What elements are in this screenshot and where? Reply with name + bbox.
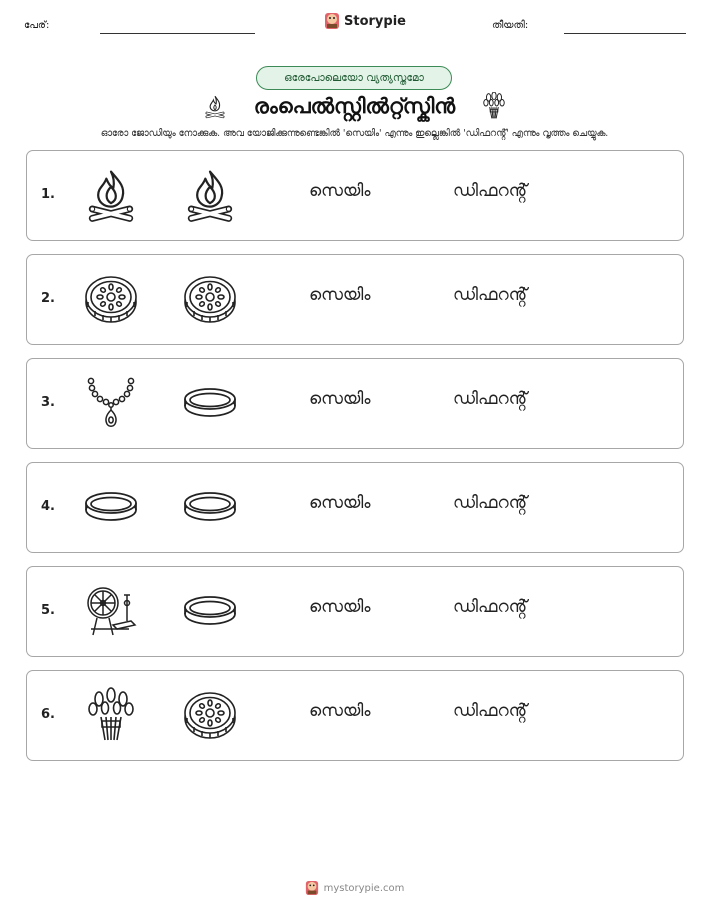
different-option[interactable]: ഡിഫറൻ്റ് — [453, 285, 528, 305]
spinning-wheel-icon — [83, 583, 139, 639]
instructions: ഓരോ ജോഡിയും നോക്കുക. അവ യോജിക്കുന്നുണ്ടെങ്കിൽ 'സെയിം' എന്നും ഇല്ലെങ്കിൽ 'ഡിഫറൻ്റ്' എന്നും വൃത്തം ചെയ്യുക. — [100, 128, 609, 139]
different-option[interactable]: ഡിഫറൻ്റ് — [453, 389, 528, 409]
coin-icon — [83, 271, 139, 327]
same-option[interactable]: സെയിം — [309, 493, 371, 513]
campfire-icon — [83, 167, 139, 223]
storypie-mascot-icon — [305, 880, 319, 896]
wheat-icon — [481, 92, 507, 120]
row-4 — [26, 462, 684, 553]
row-3 — [26, 358, 684, 449]
necklace-icon — [83, 375, 139, 431]
same-option[interactable]: സെയിം — [309, 181, 371, 201]
ring-icon — [182, 479, 238, 535]
different-option[interactable]: ഡിഫറൻ്റ് — [453, 181, 528, 201]
coin-icon — [182, 271, 238, 327]
footer — [0, 880, 709, 896]
title-row — [0, 90, 709, 122]
same-option[interactable]: സെയിം — [309, 389, 371, 409]
footer-url[interactable]: mystorypie.com — [323, 882, 405, 894]
same-option[interactable]: സെയിം — [309, 597, 371, 617]
row-2 — [26, 254, 684, 345]
brand-logo — [324, 12, 406, 30]
different-option[interactable]: ഡിഫറൻ്റ് — [453, 597, 528, 617]
name-label: പേര്: — [24, 20, 50, 31]
brand-name: Storypie — [344, 13, 406, 29]
same-option[interactable]: സെയിം — [309, 285, 371, 305]
wheat-icon — [83, 687, 139, 743]
date-line[interactable] — [564, 33, 686, 34]
ring-icon — [182, 375, 238, 431]
different-option[interactable]: ഡിഫറൻ്റ് — [453, 493, 528, 513]
row-6 — [26, 670, 684, 761]
row-number: 2. — [41, 291, 55, 306]
same-option[interactable]: സെയിം — [309, 701, 371, 721]
ring-icon — [182, 583, 238, 639]
different-option[interactable]: ഡിഫറൻ്റ് — [453, 701, 528, 721]
campfire-icon — [202, 93, 228, 119]
row-number: 4. — [41, 499, 55, 514]
storypie-mascot-icon — [324, 12, 340, 30]
row-1 — [26, 150, 684, 241]
row-5 — [26, 566, 684, 657]
row-number: 6. — [41, 707, 55, 722]
coin-icon — [182, 687, 238, 743]
row-number: 1. — [41, 187, 55, 202]
activity-badge: ഒരേപോലെയോ വ്യത്യസ്തമോ — [256, 66, 452, 90]
ring-icon — [83, 479, 139, 535]
name-line[interactable] — [100, 33, 255, 34]
row-number: 3. — [41, 395, 55, 410]
date-label: തീയതി: — [492, 20, 529, 31]
page-title: രംപെൽസ്റ്റിൽറ്റ്സ്കിൻ — [253, 93, 456, 118]
row-number: 5. — [41, 603, 55, 618]
campfire-icon — [182, 167, 238, 223]
